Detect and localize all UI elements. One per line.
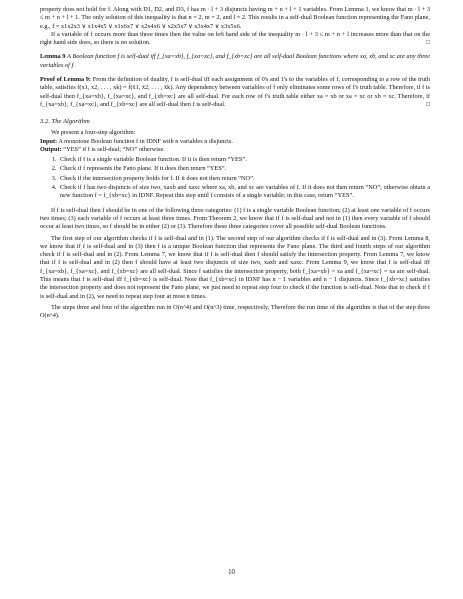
body-paragraph-2: The first step of our algorithm checks if f is self-dual and in (1). The second step of our algorithm checks if f is self-dual and in (3). From Lemma 8, we know that if f is self-dual and in (3) then f is a unique Boolean function that represents the Fano plane. The third and fourth steps of our algorithm check if f is self-dual and in (2). From Lemma 7, we know that if f is self-dual then f should satisfy the intersection property. From Lemma 7, we know that if f is self-dual and in (2) then f should have at least two disjuncts of size two, xaxb and xaxc. From Lemma 9, we know that f is self-dual iff f_{xa=xb}, f_{xa=xc}, and f_{xb=xc} are all self-dual. Since f satisfies the intersection property, both f_{xa=xb} = xa and f_{xa=xc} = xa are self-dual. This means that f is self-dual iff f_{xb=xc} is self-dual. Note that f_{xb=xc} in IDNF has n − 1 variables and n − 1 disjuncts. Since f_{xb=xc} satisfies the intersection property and does not represent the Fano plane, we just need to repeat step four to check if the function is self-dual. Note that to check if f is self-dual and in (2), we need to repeat step four at most n times. bbox=[40, 234, 430, 300]
page-number: 10 bbox=[228, 569, 235, 576]
output-text: “YES” if f is self-dual; “NO” otherwise. bbox=[63, 145, 165, 153]
paper-page bbox=[40, 6, 430, 321]
body-paragraph-1: If f is self-dual then f should be in one of the following three categories: (1) f is a single variable Boolean function; (2) at least one variable of f occurs two times; (3) each variable of f occurs at least three times. From Theorem 2, we know that if f is self-dual and not in (1) then every variable of f should occur at least two times, so f should be in either (2) or (3). Therefore these three categories cover all possible self-dual Boolean functions. bbox=[40, 206, 430, 231]
proof-label: Proof of Lemma 9: bbox=[40, 76, 92, 84]
algorithm-step: 4. Check if f has two disjuncts of size two, xaxb and xaxc where xa, xb, and xc are variables of f. If it does not then return “NO”; otherwise obtain a new function f = f_{xb=xc} in IDNF. Repeat this step until f consists of a single variable; in this case, return “YES”. bbox=[58, 184, 430, 201]
lemma-9-label: Lemma 9 bbox=[40, 53, 66, 61]
algorithm-input bbox=[40, 138, 430, 146]
qed-symbol: □ bbox=[426, 39, 430, 47]
inequality-text: If a variable of f occurs more than three times then the value on left hand side of the inequality m · l + 3 ≤ m + n + l increases more than that on the right hand side does, so there is no solution. bbox=[40, 30, 430, 47]
inequality-paragraph bbox=[40, 31, 430, 48]
algorithm-step: 1. Check if f is a single variable Boolean function. If it is then return “YES”. bbox=[58, 156, 430, 164]
algorithm-step: 3. Check if the intersection property holds for f. If it does not then return “NO”. bbox=[58, 175, 430, 183]
algorithm-output bbox=[40, 146, 430, 154]
lemma-9-statement: A Boolean function f is self-dual iff f_{xa=xb}, f_{xa=xc}, and f_{xb=xc} are all self-dual Boolean functions where xa, xb, and xc are any three variables of f. bbox=[40, 53, 431, 69]
proof-text: From the definition of duality, f is self-dual iff each assignment of 0's and 1's to the variables of f, corresponding to a row of the truth table, satisfies f(x1, x2, . . . , xk) = f̄(x̄1, x̄2, . . . , x̄k). Any dependency between variables of f only eliminates some rows of f's truth table. Therefore, if f is self-dual then f_{xa=xb}, f_{xa=xc}, and f_{xb=xc} are all self-dual. For each row of f's truth table either xa = xb or xa = xc or xb = xc. Therefore, if f_{xa=xb}, f_{xa=xc}, and f_{xb=xc} are all self-dual then f is self-dual. bbox=[40, 76, 430, 108]
input-label: Input: bbox=[40, 137, 58, 145]
proof-lemma-9 bbox=[40, 76, 430, 109]
proof-qed-symbol: □ bbox=[426, 100, 430, 108]
algorithm-step: 2. Check if f represents the Fano plane. If it does then return “YES”. bbox=[58, 165, 430, 173]
section-heading: 3.2. The Algorithm bbox=[40, 118, 90, 126]
input-text: A monotone Boolean function f in IDNF with n variables n disjuncts. bbox=[58, 137, 233, 145]
lemma-9 bbox=[40, 53, 430, 70]
algorithm-steps bbox=[40, 156, 430, 200]
continued-paragraph: property does not hold for f. Along with D1, D2, and D3, f has m · l + 3 disjuncts having m + n + l + 1 variables. From Lemma 1, we know that m · l + 3 ≤ m + n + l + 1. The only solution of this inequality is that n = 2, m = 2, and l = 2. This results in a self-dual Boolean function representing the Fano plane, e.g., f = x1x2x3 ∨ x1x4x5 ∨ x1x6x7 ∨ x2x4x6 ∨ x2x5x7 ∨ x3x4x7 ∨ x3x5x6. bbox=[40, 6, 430, 30]
algorithm-intro: We present a four-step algorithm: bbox=[51, 129, 136, 137]
body-paragraph-3: The steps three and four of the algorithm run in O(n^4) and O(n^3) time, respectively. Therefore the run time of the algorithm is that of the step three O(n^4). bbox=[40, 303, 430, 320]
output-label: Output: bbox=[40, 145, 62, 153]
